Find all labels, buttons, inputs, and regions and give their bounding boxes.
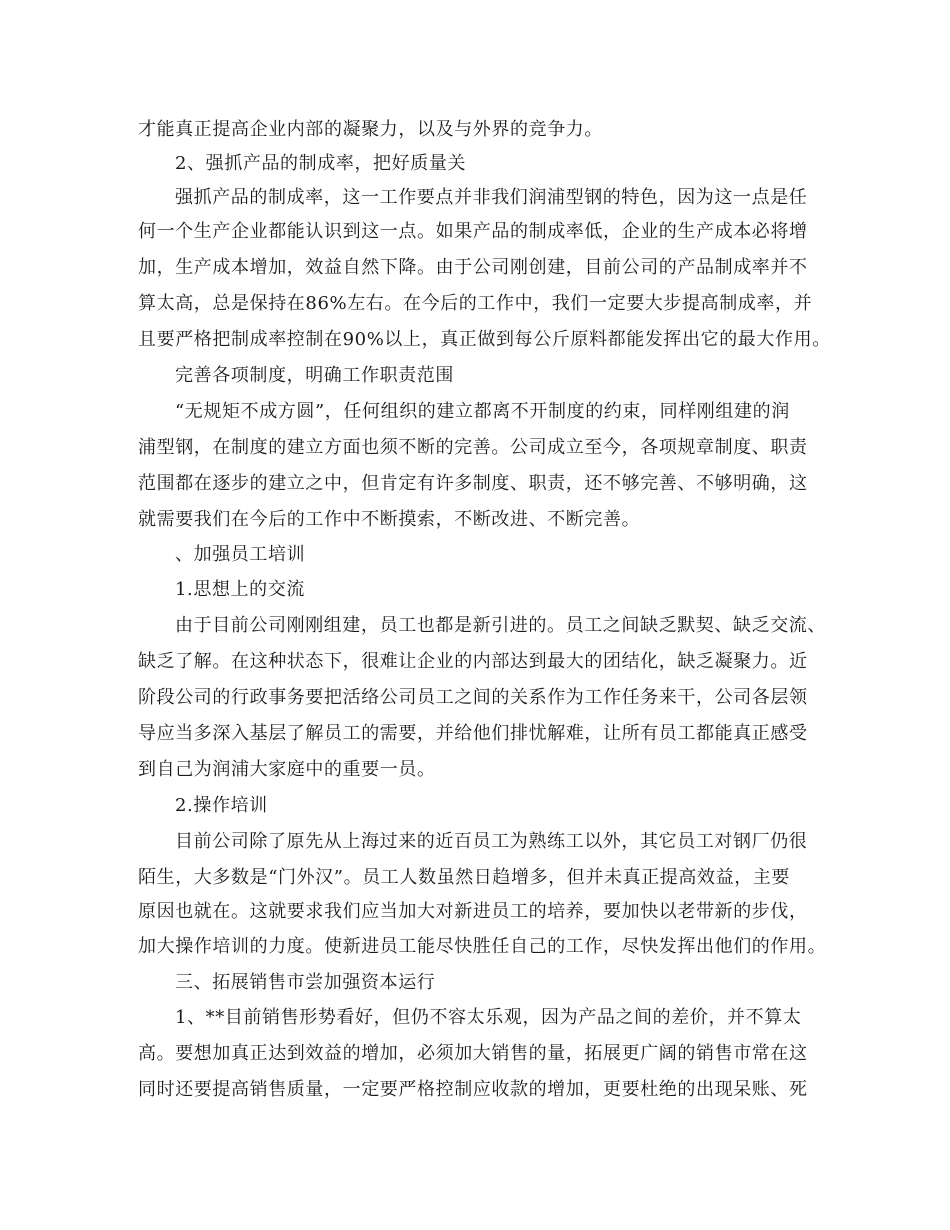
body-text-line: 缺乏了解。在这种状态下，很难让企业的内部达到最大的团结化，缺乏凝聚力。近 — [138, 651, 808, 672]
body-text-line: 加，生产成本增加，效益自然下降。由于公司刚创建，目前公司的产品制成率并不 — [138, 257, 808, 278]
body-text-line: 阶段公司的行政事务要把活络公司员工之间的关系作为工作任务来干，公司各层领 — [138, 687, 808, 708]
body-text-line: 且要严格把制成率控制在90%以上，真正做到每公斤原料都能发挥出它的最大作用。 — [138, 329, 831, 350]
body-text-line: 导应当多深入基层了解员工的需要，并给他们排忧解难，让所有员工都能真正感受 — [138, 723, 808, 744]
body-text-line: 加大操作培训的力度。使新进员工能尽快胜任自己的工作，尽快发挥出他们的作用。 — [138, 936, 827, 957]
body-text-line: 目前公司除了原先从上海过来的近百员工为熟练工以外，其它员工对钢厂仍很 — [175, 831, 808, 852]
body-text-line: 才能真正提高企业内部的凝聚力，以及与外界的竞争力。 — [138, 119, 603, 140]
section-heading: 2、强抓产品的制成率，把好质量关 — [175, 153, 467, 174]
subsection-heading: 2.操作培训 — [175, 795, 268, 816]
body-text-line: 强抓产品的制成率，这一工作要点并非我们润浦型钢的特色，因为这一点是任 — [175, 187, 808, 208]
body-text-line: 陌生，大多数是“门外汉”。员工人数虽然日趋增多，但并未真正提高效益，主要 — [138, 867, 791, 888]
body-text-line: 同时还要提高销售质量，一定要严格控制应收款的增加，更要杜绝的出现呆账、死 — [138, 1079, 808, 1100]
body-text-line: 高。要想加真正达到效益的增加，必须加大销售的量，拓展更广阔的销售市常在这 — [138, 1043, 808, 1064]
body-text-line: 1、**目前销售形势看好，但仍不容太乐观，因为产品之间的差价，并不算太 — [175, 1007, 802, 1028]
section-heading: 三、拓展销售市尝加强资本运行 — [175, 972, 436, 993]
body-text-line: 何一个生产企业都能认识到这一点。如果产品的制成率低，企业的生产成本必将增 — [138, 221, 808, 242]
body-text-line: 范围都在逐步的建立之中，但肯定有许多制度、职责，还不够完善、不够明确，这 — [138, 473, 808, 494]
section-heading: 、加强员工培训 — [175, 544, 306, 565]
body-text-line: 算太高，总是保持在86%左右。在今后的工作中，我们一定要大步提高制成率，并 — [138, 293, 813, 314]
section-heading: 完善各项制度，明确工作职责范围 — [175, 365, 454, 386]
body-text-line: 由于目前公司刚刚组建，员工也都是新引进的。员工之间缺乏默契、缺乏交流、 — [175, 615, 826, 636]
body-text-line: “无规矩不成方圆”，任何组织的建立都离不开制度的约束，同样刚组建的润 — [175, 401, 790, 422]
body-text-line: 原因也就在。这就要求我们应当加大对新进员工的培养，要加快以老带新的步伐， — [138, 901, 808, 922]
body-text-line: 浦型钢，在制度的建立方面也须不断的完善。公司成立至今，各项规章制度、职责 — [138, 437, 808, 458]
body-text-line: 就需要我们在今后的工作中不断摸索，不断改进、不断完善。 — [138, 509, 641, 530]
body-text-line: 到自己为润浦大家庭中的重要一员。 — [138, 759, 436, 780]
subsection-heading: 1.思想上的交流 — [175, 579, 305, 600]
